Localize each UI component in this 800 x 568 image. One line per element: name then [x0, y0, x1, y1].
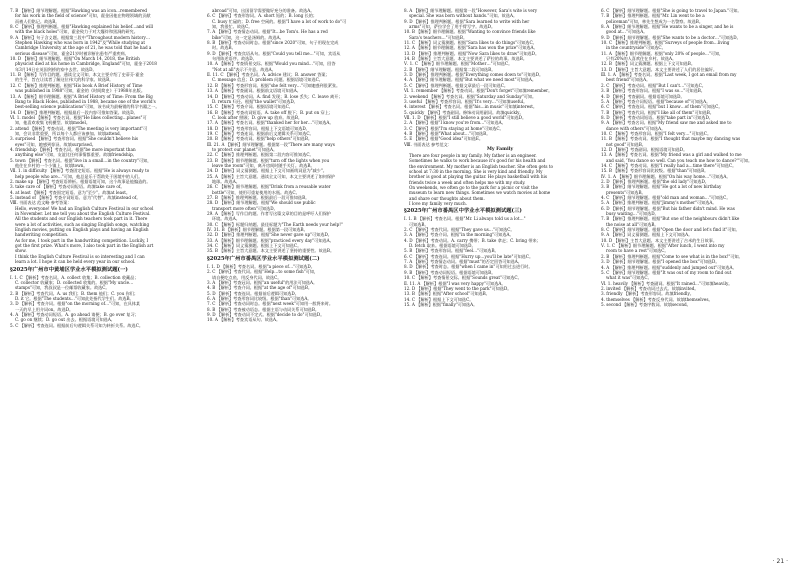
- answer-item: 5. instead of 【解析】考查介词短语。意为"代替"。故填instead of。: [10, 195, 141, 201]
- answer-item: 6. A 【解析】考查形容词比较级。根据"than"可知选A。: [207, 295, 312, 301]
- answer-item: 5. C 【解析】细节理解题。根据"It was out of my room to find out: [601, 269, 732, 275]
- answer-item: 5. B 【解析】考查形容词。根据"feel…"可知选B。: [404, 248, 499, 254]
- text-line: presents"可知选B。: [606, 189, 646, 195]
- text-line: Stephen Hawking who was born in 1942"及"While studying at: [15, 40, 146, 46]
- answer-item: 14. D 【解析】推理判断题。根据最后一段内容可推知答案。故选D。: [10, 109, 138, 115]
- answer-item: 32. D 【解析】推理判断题。根据"She never gave up"可知选D。: [207, 232, 332, 238]
- text-line: Sometimes he walks to work because it's good for his health and: [409, 158, 546, 164]
- text-column-2: [207, 8, 399, 556]
- answer-item: 12. D 【解析】根据"They went to the park"可知选D。: [404, 285, 512, 291]
- text-line: show.: [15, 248, 27, 254]
- page-number: · 21 ·: [772, 558, 788, 565]
- answer-item: 5. C 【解析】推理判断题。根据文章最后一段可知选C。: [404, 82, 509, 88]
- text-line: best friend"可知选A。: [606, 77, 651, 83]
- answer-item: Ⅰ. 1. D 【解析】考查名词。根据"a piece of…"可知选D。: [207, 263, 315, 269]
- text-line: got the first prize. What's more, I also took part in the English art: [15, 243, 154, 249]
- answer-item: Ⅳ. 31. B 【解析】细节理解题。根据第一段可知选B。: [207, 227, 308, 233]
- text-line: D. return 归还。根据"the wallet"可知选D。: [212, 98, 298, 104]
- answer-item: 11. B 【解析】考查动词。根据"I thought that maybe my dancing was: [601, 136, 741, 142]
- answer-item: 4. B 【解析】考查介词。根据"at the age of"可知选B。: [207, 285, 313, 291]
- answer-item: 7. B 【解析】推理判断题。根据"Mr. Lin went to be a: [601, 13, 705, 19]
- answer-item: 13. D 【解析】主旨大意题。本文主要讲述了人们的居住偏好。: [601, 66, 718, 72]
- text-line: D. fetch 取来。根据语境可知选D。: [409, 243, 476, 249]
- answer-item: 10. C 【解析】考查情景交际。根据"Sounds great"可知选C。: [404, 275, 522, 281]
- text-line: and share our thoughts about them.: [409, 195, 485, 201]
- answer-item: 5. quickly 【解析】考查副词。修饰动词用副词。故填quickly。: [404, 109, 524, 115]
- text-line: friends twice a week and often helps me with my study.: [409, 179, 526, 185]
- text-line: "Not at all"表示不介意。故选A。: [212, 66, 276, 72]
- text-line: busy waiting…"可知选D。: [606, 211, 659, 217]
- text-line: 年3月14日在英国剑桥的家中去世。故选D。: [15, 66, 97, 72]
- text-line: learn a lot. I hope it can be held every year in our school.: [15, 259, 136, 265]
- text-column-3: [404, 8, 596, 556]
- text-line: arms"可知，萨拉学会了用手臂写字。故选D。: [409, 24, 496, 30]
- answer-item: 14. C 【解析】根据上下文可知选C。: [404, 296, 474, 302]
- answer-item: 10. D 【解析】主旨大意题。本文主要讲述了吉米的生日故事。: [601, 237, 718, 243]
- text-line: Bang to Black Holes, published in 1988, became one of the world's: [15, 98, 156, 104]
- answer-item: 22. C 【解析】推理判断题。根据第二段内容可推知选C。: [207, 152, 314, 158]
- text-line: 句用陈述语序。故选D。: [212, 56, 257, 62]
- text-line: 可知选B。: [409, 221, 429, 227]
- answer-item: 4. themselves 【解析】考查反身代词。故填themselves。: [601, 296, 713, 302]
- text-line: Cambridge University at the age of 21, he was told that he had a: [15, 45, 152, 51]
- answer-item: 2. C 【解析】考查代词。根据"Help…to some fish"可知，: [207, 269, 319, 275]
- answer-item: 9. B 【解析】考查动词短语。根据语境可知选B。: [404, 269, 496, 275]
- text-line: 只有20%的人喜欢住在乡村。故选A。: [606, 56, 677, 62]
- answer-item: 15. B 【解析】考查形容词比较级。根据"than"可知选B。: [601, 168, 709, 174]
- answer-item: 6. C 【解析】考查连词。根据"Hurry up…you'll be late"可知选C。: [404, 253, 534, 259]
- text-line: special. She was born without hands."可知。故选A。: [409, 13, 518, 19]
- answer-item: 9. A 【解析】句子含义题。根据第三段中"Throughout modern history…: [10, 34, 150, 40]
- text-line: 而被人们铭记。故选B。: [15, 18, 60, 24]
- answer-item: 4. interest 【解析】考查名词。根据"his…in music"可知填interest。: [404, 104, 538, 110]
- text-line: with the black holes"可知，霍金致力于对大爆炸和黑洞的研究。: [15, 29, 138, 35]
- text-line: anything else"可知，友谊比任何事情都重要。故填friendship。: [15, 152, 137, 158]
- answer-item: 9. D 【解析】推理判断题。根据"Sara learned to write with her: [404, 18, 530, 24]
- answer-item: 13. A 【解析】考查副词。根据前文语境可知选A。: [207, 88, 301, 94]
- answer-item: 4. friendship 【解析】考查名词。根据"be more important than: [10, 146, 136, 152]
- answer-item: 10. B 【解析】细节理解题。根据"Wanting to convince friends like: [404, 29, 536, 35]
- answer-item: 30. C 【解析】标题归纳题。最佳标题为"The Earth needs your help!": [207, 221, 343, 227]
- text-line: All the students and our English teachers took part in it. There: [15, 216, 148, 222]
- answer-item: 14. D 【解析】考查动词。A. find 发现；B. lose 丢失；C. leave 离开；: [207, 93, 343, 99]
- text-line: C. busy 忙碌的；D. free 空闲的。根据"I have a lot of work to do"可: [212, 18, 347, 24]
- answer-item: 2. weekend 【解析】考查名词。根据"Saturday and Sunday"可知。: [404, 93, 537, 99]
- text-line: leave the room"可知，离开房间时随手关灯。故选B。: [212, 162, 315, 168]
- answer-item: 16. B 【解析】考查动词短语。A. take off 脱下；B. put on 穿上；: [207, 109, 333, 115]
- answer-item: Ⅴ. 1. C 【解析】细节理解题。根据"After lunch, I went into my: [601, 243, 725, 249]
- answer-item: 8. B 【解析】考查被动语态。根据主语与动词关系可知选B。: [207, 306, 320, 312]
- answer-item: 5. E 【解析】根据"Good idea"可知选E。: [404, 136, 483, 142]
- answer-item: 14. B 【解析】主旨大意题。本文主要讲述了萨拉的故事。故选B。: [404, 56, 527, 62]
- answer-item: 6. D 【解析】细节理解题。根据"But his father didn't mind. He was: [601, 205, 735, 211]
- answer-item: 28. D 【解析】细节理解题。根据"We should use public: [207, 200, 316, 206]
- section-heading: §2025年广州市中黄埔区学业水平模拟测试题(一): [10, 266, 128, 273]
- answer-item: 11. A 【解析】细节理解题。根据"only 20% of people…"可知，: [601, 50, 724, 56]
- answer-item: 8. C 【解析】推理判断题。根据"Hawking explained his belief…and will: [10, 24, 153, 30]
- section-heading: §2025年广州市番禺区学业水平模拟测试题(二): [207, 255, 320, 262]
- answer-item: 3. B 【解析】细节理解题。根据"He got a lot of new birthday: [601, 184, 722, 190]
- text-line: in the countryside"可知选C。: [606, 45, 666, 51]
- text-line: eyes"可知，她感到惊讶。故填surprised。: [15, 141, 96, 147]
- text-line: what it was"可知选C。: [606, 275, 652, 281]
- text-line: best-selling science publications"可知，该书成为最畅销的科学书籍之一。: [15, 104, 160, 110]
- answer-item: 9. D 【解析】细节理解题。根据"She wants to be a doctor…"可知选D。: [601, 34, 741, 40]
- answer-item: 7. C 【解析】考查动词时态。根据"next week"可知用一般将来时。: [207, 301, 334, 307]
- text-line: not good"可知选B。: [606, 141, 646, 147]
- text-line: 地球。故选A。: [212, 179, 240, 184]
- text-line: stamps"可知，我叔叔是一位邮票收藏家。故选C。: [15, 285, 110, 291]
- answer-item: Ⅵ. 1. heavily 【解析】考查副词。根据"It rained…"可知填heavily。: [601, 280, 733, 286]
- text-line: C. look after 照顾；D. give up 放弃。故选B。: [212, 114, 303, 120]
- answer-item: 15. A 【解析】根据"finally"可知选A。: [404, 301, 478, 307]
- text-line: handwriting competition.: [15, 232, 69, 238]
- answer-item: Ⅷ. 书面表达 范文略 参考答案：: [10, 200, 72, 206]
- text-line: 时。故选B。: [212, 45, 236, 51]
- answer-item: 4. C 【解析】细节理解题。根据"old man and woman…"可知选C。: [601, 195, 731, 201]
- answer-item: 26. C 【解析】细节理解题。根据"Drink from a reusable water: [207, 184, 331, 190]
- answer-item: 3. take care of 【解析】考查动词短语。故填take care of。: [10, 184, 125, 190]
- answer-item: 3. A 【解析】考查冠词。根据"an useful"的用法可知选A。: [207, 279, 318, 285]
- answer-item: 4. A 【解析】考查动词短语。A. go ahead 请便；B. go over 复习；: [10, 311, 139, 317]
- answer-item: Ⅰ. 1. B 【解析】考查名词。根据"Mr. Li always told us a lot…": [404, 216, 526, 222]
- answer-item: 2. C 【解析】考查代词。根据"They gave us…"可知选C。: [404, 227, 515, 233]
- answer-item: 5. A 【解析】考查介词短语。根据"because of"可知选A。: [601, 98, 711, 104]
- text-line: abroad"可知，出国留学需要做好充分的准备。故选A。: [212, 8, 315, 13]
- answer-item: 3. B 【解析】考查形容词。根据"I was so…"可知选B。: [601, 88, 705, 94]
- answer-item: 13. A 【解析】考查名词。根据"My friend was a girl and walked to me: [601, 152, 742, 158]
- answer-item: 13. A 【解析】细节理解题。根据"A Brief History of Time: From the Big: [10, 93, 153, 99]
- answer-item: Ⅵ. 1. remember 【解析】考查动词。根据"Don't forget"可知填remember。: [404, 88, 553, 94]
- answer-item: Ⅱ. 11. C 【解析】考查名词。A. advice 建议；B. answer 答案；: [207, 72, 330, 78]
- text-line: the noise at all"可知选B。: [606, 221, 659, 227]
- text-line: 知，我很忙。故选C。: [212, 24, 253, 30]
- text-line: policeman"可知，林先生想成为一名警察。故选B。: [606, 18, 703, 24]
- answer-item: 3. A 【解析】考查介词。根据"in the morning"可知选A。: [404, 232, 514, 238]
- answer-item: 12. D 【解析】考查副词。根据语境可知选D。: [601, 146, 688, 152]
- answer-item: 4. A 【解析】推理判断题。根据"suddenly and jumped out"可知选A。: [601, 264, 737, 270]
- answer-item: 5. town 【解析】考查名词。根据"live in a small…in the country"可知，: [10, 157, 152, 163]
- answer-item: 2. attend 【解析】考查动词。根据"The meeting is very important"可: [10, 125, 148, 131]
- text-line: Hello, everyone! We had an English Culture Festival in our school: [15, 205, 154, 211]
- answer-item: 6. C 【解析】细节理解题。根据"She is going to travel to Japan."可知。: [601, 8, 742, 13]
- answer-item: 6. C 【解析】考查形容词。A. short 短的；B. long 长的；: [207, 13, 317, 19]
- answer-item: 4. D 【解析】考查动词。A. carry 携带；B. take 拿走；C. bring 带来；: [404, 237, 541, 243]
- answer-item: 18. D 【解析】考查形容词。根据上下文语境可知选D。: [207, 125, 310, 131]
- answer-item: 2. B 【解析】推理判断题。根据"Come to see what is in the box!"可知。: [601, 253, 743, 259]
- text-line: and said, 'You dance so well. Can you teach me how to dance?'"可知。: [606, 157, 753, 163]
- text-line: in November. Let me tell you about the English Culture Festival.: [15, 211, 151, 217]
- answer-item: 7. B 【解析】考查代词。根据"I like all of them"可知选B。: [601, 109, 714, 115]
- answer-item: 13. D 【解析】推理判断题。根据"Now Sara likes to draw"可知选D。: [404, 50, 540, 56]
- answer-item: Ⅵ. 1. model 【解析】考查名词。根据"He likes collecting…planes"可: [10, 114, 147, 120]
- answer-item: Ⅱ. 11. A 【解析】根据"I was very happy"可知选A。: [404, 280, 506, 286]
- text-line: museum to learn new things. Sometimes we watch movies at home: [409, 190, 551, 196]
- answer-item: 12. B 【解析】词义猜测题。根据上下文可知选B。: [601, 61, 695, 67]
- text-line: help people who are…"可知，他总是乐于帮助处于困境中的人们。: [15, 173, 143, 179]
- text-line: Sara's teachers…"可知选B。: [409, 34, 468, 40]
- text-line: I think the English Culture Festival is so interesting and I can: [15, 253, 145, 259]
- text-line: to protect our planet"可知选A。: [212, 146, 278, 152]
- answer-item: 34. C 【解析】词义猜测题。根据上下文可知选C。: [207, 243, 302, 249]
- answer-item: 2. B 【解析】考查代词。A. us 我们；B. them 他们；C. you 你们；: [10, 290, 139, 296]
- answer-item: 10. A 【解析】考查情景交际。根据"Would you mind…"可知，回答: [207, 61, 336, 67]
- text-line: bottle"可知，使用可重复使用的水瓶。故选C。: [212, 189, 300, 195]
- answer-item: 3. D 【解析】细节理解题。根据"I opened the box"可知选D。: [601, 259, 720, 265]
- answer-item: 9. A 【解析】词义猜测题。根据上下文可知选A。: [601, 232, 693, 238]
- answer-item: 5. D 【解析】考查连词。根据前后逻辑可知选D。: [207, 290, 299, 296]
- text-line: As for me, I took part in the handwriting competition. Luckily, I: [15, 237, 149, 243]
- answer-item: 6. C 【解析】考查连词。根据"but I know…of them"可知选C。: [601, 104, 723, 110]
- text-line: 请自便吃点鱼，用反身代词。故选C。: [212, 274, 282, 280]
- answer-item: 25. A 【解析】主旨大意题。通读全文可知，本文主要讲述了如何保护: [207, 173, 336, 179]
- answer-item: Ⅶ. 1. in difficulty 【解析】考查固定短语。根据"He is always ready to: [10, 168, 150, 174]
- answer-item: 7. A 【解析】考查情态动词。根据"It…be Tom's. He has a red: [207, 29, 328, 35]
- answer-item: 9. D 【解析】考查宾语从句。根据"Could you tell me…"可知，宾语从: [207, 50, 341, 56]
- text-line: I love my family very much.: [409, 201, 468, 207]
- answer-item: 7. A 【解析】考查情态动词。根据"must"的否定回答可知选A。: [404, 259, 522, 265]
- text-line: for his work in the field of science"可知，霍金因他在物理领域的贡献: [15, 13, 151, 19]
- answer-item: 10. D 【解析】细节理解题。根据"On March 14, 2018, the British: [10, 56, 140, 62]
- answer-item: 4. B 【解析】根据"What about…"可知选B。: [404, 130, 491, 136]
- answer-item: 12. C 【解析】推理判断题。根据"His book A Brief History of Time: [10, 82, 143, 88]
- answer-item: 2. D 【解析】推理判断题。根据"the old lady"可知选D。: [601, 179, 709, 184]
- text-line: 他住在乡村的一个小镇上。故填town。: [15, 162, 88, 168]
- answer-item: 8. A 【解析】细节理解题。根据第一段"However, Sara's wite is very: [404, 8, 538, 13]
- answer-item: 2. B 【解析】细节理解题。根据第二段可知选B。: [404, 66, 496, 72]
- answer-item: Ⅰ. 1. C 【解析】考查名词。A. collect 收集；B. collection 收藏品；: [10, 274, 139, 280]
- text-line: There are four people in my family. My father is an engineer.: [409, 152, 537, 158]
- answer-item: 29. A 【解析】写作目的题。作者写这篇文章的目的是呼吁人们保护: [207, 211, 332, 217]
- answer-item: 2. A 【解析】根据"I know you're from…"可知选A。: [404, 120, 506, 126]
- text-line: school at 7:30 in the morning. She is very kind and friendly. My: [409, 168, 543, 174]
- answer-item: 12. B 【解析】考查形容词。根据"she felt very…"可知她感到很紧张。: [207, 82, 341, 88]
- answer-item: 8. B 【解析】考查动词时态。根据"since 2020"可知，句子用现在完成: [207, 40, 339, 46]
- answer-item: 33. A 【解析】细节理解题。根据"practiced every day"可知选A。: [207, 237, 334, 243]
- answer-item: 5. C 【解析】考查连词。根据前后句逻辑关系可知为转折关系。故选C。: [10, 322, 143, 328]
- answer-item: 10. C 【解析】考查形容词。根据"I felt very…"可知选C。: [601, 130, 712, 136]
- answer-item: 27. B 【解析】推理判断题。根据最后一段可推知选B。: [207, 195, 310, 201]
- answer-item: 14. C 【解析】考查动词。根据"I really had a…time there"可知选C。: [601, 162, 737, 168]
- essay-title: My Family: [486, 146, 514, 152]
- answer-item: Ⅶ. 1. D 【解析】根据"I still believe a good world"可知选D。: [404, 114, 527, 120]
- text-column-1: [10, 8, 202, 556]
- answer-item: 7. B 【解析】推理判断题。根据"But one of the neighbours didn't like: [601, 216, 740, 222]
- answer-item: Ⅳ. 1. A 【解析】细节理解题。根据"On his way home…"可知选A。: [601, 173, 731, 179]
- answer-item: 8. D 【解析】考查时态。根据"when I came in"可知用过去进行时。: [404, 264, 533, 270]
- text-line: 的生平，旨在让读者了解这位伟大的科学家。故选B。: [15, 77, 114, 83]
- answer-item: 3. D 【解析】考查介词。根据"on the morning of…"可知，在具体某: [10, 301, 141, 307]
- text-line: English movies, putting on English plays and having an English: [15, 227, 149, 233]
- answer-item: 17. A 【解析】考查名词。根据"thanked her for her…"可知选A。: [207, 120, 334, 126]
- text-line: On weekends, we often go to the park for a picnic or visit the: [409, 185, 538, 190]
- answer-item: 8. C 【解析】细节理解题。根据"Open the door and let's find it"可知。: [601, 227, 740, 233]
- answer-item: 3. C 【解析】根据"I'm staying at home"可知选C。: [404, 125, 504, 131]
- text-line: C. collector 收藏家；D. collected 收集的。根据"My uncle…: [15, 279, 134, 285]
- answer-item: 3. useful 【解析】考查形容词。根据"It's very…"可知填useful。: [404, 98, 528, 104]
- answer-item: 2. C 【解析】考查动词。根据"But I can't…"可知选C。: [601, 82, 706, 88]
- text-line: the environment. My mother is an English teacher. She often gets to: [409, 163, 553, 169]
- answer-item: 35. B 【解析】主旨大意题。本文主要讲述了坚持的重要性。故选B。: [207, 248, 335, 254]
- answer-item: Ⅴ. 1. C 【解析】细节理解题。根据"Mother…"可知选C。: [404, 61, 513, 67]
- text-column-4: [601, 8, 793, 556]
- answer-item: 15. C 【解析】考查介词。根据语境可知选C。: [207, 104, 293, 110]
- text-line: were a lot of activities, such as singing English songs, watching: [15, 221, 150, 227]
- text-line: transport more often"可知选D。: [212, 205, 278, 211]
- text-line: good at…"可知选A。: [606, 29, 648, 35]
- answer-item: 2. make up 【解析】考查短语辨析。根据语境可知，这个故事是他编造的。: [10, 179, 151, 184]
- answer-item: 19. C 【解析】考查连词。根据前后文逻辑关系可知选C。: [207, 130, 314, 136]
- text-line: C. message 信息；D. problem 问题。根据语境可知选C。: [212, 77, 323, 83]
- answer-item: 9. D 【解析】考查动词不定式。根据"decide to do"可知选D。: [207, 311, 325, 317]
- answer-item: 20. B 【解析】考查动词。根据"help others"可知选B。: [207, 136, 313, 142]
- text-line: brother is good at playing the guitar. He plays basketball with his: [409, 174, 547, 180]
- text-line: serious disease"可知，霍金21岁时被诊断出患有严重疾病。: [15, 50, 129, 56]
- answer-item: 4. D 【解析】考查副词。根据语境可知选D。: [601, 93, 685, 99]
- answer-item: Ⅲ. 1. A 【解析】考查名词。根据"Last week, I got an email from my: [601, 72, 737, 78]
- answer-item: 24. D 【解析】词义猜测题。根据上下文可知画线词意为"减少"。: [207, 168, 327, 174]
- answer-item: 5. second 【解析】考查序数词。故填second。: [601, 301, 691, 307]
- answer-item: 12. A 【解析】细节理解题。根据"Sara has won the prize"可知选A。: [404, 45, 538, 51]
- answer-item: Ⅷ. 书面表达 参考范文：: [404, 141, 452, 147]
- answer-item: 3. friendly 【解析】考查形容词。故填friendly。: [601, 291, 694, 297]
- section-heading: §2025年广州市番禺区中学业水平模拟测试题(三): [404, 208, 522, 215]
- text-line: bike"可知，这一定是汤姆的。故选A。: [212, 34, 284, 40]
- answer-item: 8. D 【解析】考查动词短语。根据"take part in"可知选D。: [601, 114, 713, 120]
- text-line: 知，会议非常重要，所以每个人都应该参加。故填attend。: [15, 130, 124, 136]
- answer-item: 4. A 【解析】细节理解题。根据"But what we need most"可知选A。: [404, 77, 537, 83]
- answer-item: 4. at least 【解析】考查固定短语。意为"至少"。故填at least。: [10, 189, 131, 195]
- text-line: room to have a rest"可知选C。: [606, 248, 669, 254]
- text-line: dance with others"可知选A。: [606, 125, 666, 131]
- text-line: was published in 1988"可知，霍金的《时间简史》于1988年出版。: [15, 88, 145, 94]
- answer-item: 13. B 【解析】根据"After school"可知选B。: [404, 291, 490, 297]
- text-line: 知，他喜欢收集飞机模型。故填model。: [15, 120, 90, 126]
- text-line: 环境。故选A。: [212, 216, 240, 222]
- answer-item: 8. A 【解析】细节理解题。根据"He wants to be a singer, and he is: [601, 24, 734, 30]
- answer-item: 3. surprised 【解析】考查形容词。根据"She couldn't believe his: [10, 136, 139, 142]
- answer-item: 10. C 【解析】推理判断题。根据"Surveys of people from…living: [601, 40, 730, 46]
- answer-item: 10. A 【解析】考查宾语从句。故选A。: [207, 317, 281, 323]
- answer-item: 11. C 【解析】词义猜测题。根据"Sara likes to do things"可知选C。: [404, 40, 537, 46]
- answer-item: 3. D 【解析】推理判断题。根据"Everything comes down to"可知选D。: [404, 72, 544, 78]
- answer-item: 5. A 【解析】推理判断题。根据"Jimmy's mother"可知选A。: [601, 200, 717, 206]
- answer-item: 11. B 【解析】写作目的题。通读全文可知，本文主要介绍了史蒂芬·霍金: [10, 72, 144, 78]
- text-line: physicist died at his home in Cambridge, England"可知，霍金于2018: [15, 61, 157, 67]
- answer-item: 23. B 【解析】细节理解题。根据"turn off the lights when you: [207, 157, 330, 163]
- answer-item: 9. A 【解析】考查名词。根据"My friend saw me and asked me to: [601, 120, 732, 126]
- text-line: D. it 它。根据"The students…"可知此处指代学生们。故选B。: [15, 295, 134, 301]
- answer-item: 7. B 【解析】细节理解题。根据"Hawking was an icon…remembered: [10, 8, 148, 13]
- answer-item: Ⅲ. 21. A 【解析】细节理解题。根据第一段"There are many ways: [207, 141, 335, 147]
- text-line: C. go on 继续；D. go out 出去。根据语境可知选A。: [15, 317, 115, 323]
- answer-item: 2. invited 【解析】考查动词过去式。故填invited。: [601, 285, 699, 291]
- text-line: 一天的早上用介词on。故选D。: [15, 306, 74, 312]
